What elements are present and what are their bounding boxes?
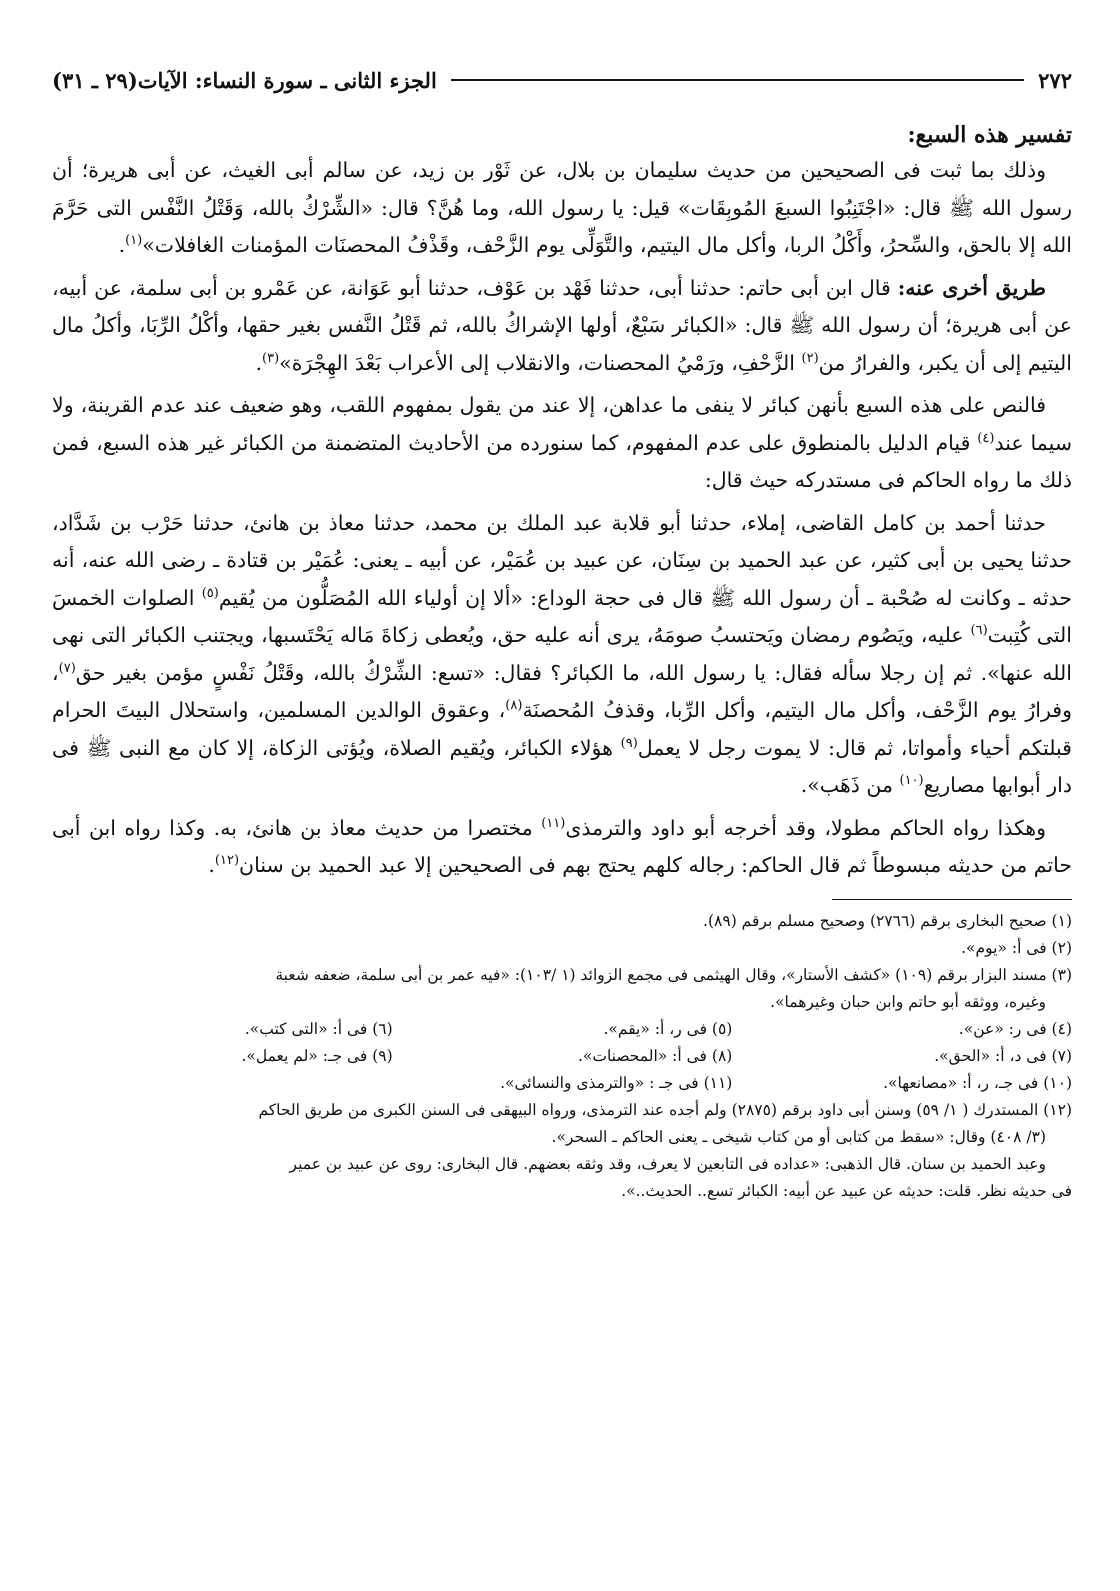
paragraph-3 xyxy=(52,387,1072,500)
footnote-row xyxy=(52,1043,1072,1070)
paragraph-text: الصلوات الخمسَ التى كُتِبت xyxy=(52,585,1073,647)
running-title: الجزء الثانى ـ سورة النساء: الآيات(٢٩ ـ ٣١) xyxy=(52,67,437,93)
book-page xyxy=(52,60,1072,1205)
footnote-row xyxy=(52,1070,1072,1097)
footnote-12-cont: (٣/ ٤٠٨) وقال: «سقط من كتابى أو من كتاب شيخى ـ يعنى الحاكم ـ السحر». xyxy=(551,1127,1046,1146)
paragraph-tail: . xyxy=(255,350,263,375)
footnote-divider xyxy=(832,899,1072,900)
footnote-4: (٤) فى ر: «عن». xyxy=(958,1019,1072,1038)
paragraph-text: من ذَهَب». xyxy=(800,773,900,797)
paragraph-tail: . xyxy=(208,853,215,877)
footnote-ref[interactable]: (٦) xyxy=(970,623,988,639)
paragraph-tail: . xyxy=(118,233,126,257)
footnote-ref[interactable]: (٧) xyxy=(58,660,76,676)
footnote-2: (٢) فى أ: «يوم». xyxy=(961,938,1072,957)
paragraph-4 xyxy=(52,505,1072,805)
footnote-empty xyxy=(53,1070,393,1097)
footnote-3-cont: وغيره، ووثقه أبو حاتم وابن حبان وغيرهما». xyxy=(770,992,1046,1011)
header-rule xyxy=(451,79,1024,81)
footnote-ref[interactable]: (١٢) xyxy=(214,853,240,869)
footnote-5: (٥) فى ر، أ: «يقم». xyxy=(603,1019,733,1038)
paragraph-lead: طريق أخرى عنه: xyxy=(897,275,1046,300)
page-header xyxy=(52,60,1072,100)
page-number: ٢٧٢ xyxy=(1038,67,1072,93)
footnote-10: (١٠) فى جـ، ر، أ: «مصانعها». xyxy=(883,1073,1072,1092)
footnotes xyxy=(52,908,1072,1205)
footnote-8: (٨) فى أ: «المحصنات». xyxy=(577,1046,733,1065)
footnote-ref[interactable]: (٩) xyxy=(620,735,638,751)
footnote-7: (٧) فى د، أ: «الحق». xyxy=(934,1046,1072,1065)
footnote-ref[interactable]: (٨) xyxy=(505,698,523,714)
footnote-ref[interactable]: (٣) xyxy=(262,350,280,366)
footnote-9: (٩) فى جـ: «لم يعمل». xyxy=(241,1046,393,1065)
paragraph-text: قيام الدليل بالمنطوق على عدم المفهوم، كما سنورده من الأحاديث المتضمنة من الكبائر غير هذه السبع، فمن ذلك ما رواه الحاكم فى مستدركه حيث قال: xyxy=(52,430,1072,492)
footnote-ref[interactable]: (٥) xyxy=(201,585,219,601)
footnote-3: (٣) مسند البزار برقم (١٠٩) «كشف الأستار»، وقال الهيثمى فى مجمع الزوائد (١ /١٠٣): «فيه عمر بن أبى سلمة، ضعفه شعبة xyxy=(275,965,1072,984)
footnote-ref[interactable]: (١١) xyxy=(541,815,566,831)
paragraph-text: الزَّحْفِ، ورَمْيُ المحصنات، والانقلاب إلى الأعراب بَعْدَ الهِجْرَة» xyxy=(279,350,802,375)
paragraph-2 xyxy=(52,270,1072,383)
footnote-11: (١١) فى جـ : «والترمذى والنسائى». xyxy=(500,1073,733,1092)
paragraph-text: ، وعقوق الوالدين المسلمين، واستحلال البيتَ الحرام قبلتكم أحياء وأمواتا، ثم قال: لا يموت رجل لا يعمل xyxy=(52,698,1072,760)
footnote-6: (٦) فى أ: «التى كتب». xyxy=(244,1019,393,1038)
section-title: تفسير هذه السبع: xyxy=(907,122,1072,148)
paragraph-text: فالنص على هذه السبع بأنهن كبائر لا ينفى ما عداهن، إلا عند من يقول بمفهوم اللقب، وهو ضعيف عند عدم القرينة، ولا سيما عند xyxy=(52,393,1072,455)
footnote-12: (١٢) المستدرك ( ١/ ٥٩) وسنن أبى داود برقم (٢٨٧٥) ولم أجده عند الترمذى، ورواه البيهقى فى السنن الكبرى من طريق الحاكم xyxy=(258,1100,1072,1119)
paragraph-text: ، وفرارُ يوم الزَّحْف، وأكل مال اليتيم، وأكل الرِّبا، وقذفُ المُحصنَة xyxy=(52,660,1072,722)
footnote-ref[interactable]: (١) xyxy=(125,233,143,249)
paragraph-1 xyxy=(52,152,1072,265)
paragraph-text: عليه، ويَصُوم رمضان ويَحتسبُ صومَهُ، يرى أنه عليه حق، ويُعطى زكاةَ مَاله يَحْتَسبها، ويجتنب الكبائر التى نهى الله عنها». ثم إن رجلا سأله فقال: يا رسول الله، ما الكبائر؟ فقال: «تسع: الشِّرْكُ بالله، وقَتْلُ نَفْسٍ مؤمن بغير حق xyxy=(52,623,1072,685)
footnote-ref[interactable]: (١٠) xyxy=(899,773,924,789)
footnote-12-cont: فى حديثه نظر. قلت: حديثه عن عبيد عن أبيه: الكبائر تسع.. الحديث..». xyxy=(621,1181,1072,1200)
footnote-row xyxy=(52,1016,1072,1043)
paragraph-text: وهكذا رواه الحاكم مطولا، وقد أخرجه أبو داود والترمذى xyxy=(565,815,1047,840)
footnote-1: (١) صحيح البخارى برقم (٢٧٦٦) وصحيح مسلم برقم (٨٩). xyxy=(703,911,1072,930)
footnote-12-cont: وعبد الحميد بن سنان. قال الذهبى: «عداده فى التابعين لا يعرف، وقد وثقه بعضهم. قال البخارى: روى عن عبيد بن عمير xyxy=(289,1154,1046,1173)
footnote-ref[interactable]: (٤) xyxy=(977,430,995,446)
footnote-ref[interactable]: (٢) xyxy=(801,350,819,366)
paragraph-text: حدثنا أحمد بن كامل القاضى، إملاء، حدثنا أبو قلابة عبد الملك بن محمد، حدثنا معاذ بن هانئ، حدثنا حَرْب بن شَدَّاد، حدثنا يحيى بن أبى كثير، عن عبد الحميد بن سِنَان، عن عبيد بن عُمَيْر، عن أبيه ـ يعنى: عُمَيْر بن قتادة ـ رضى الله عنه، أنه حدثه ـ وكانت له صُحْبة ـ أن رسول الله ﷺ قال فى حجة الوداع: «ألا إن أولياء الله المُصَلُّون من يُقيم xyxy=(52,510,1072,610)
paragraph-text: مختصرا من حديث معاذ بن هانئ، به. وكذا رواه ابن أبى حاتم من حديثه مبسوطاً ثم قال الحاكم: رجاله كلهم يحتج بهم فى الصحيحين إلا عبد الحميد بن سنان xyxy=(52,815,1072,877)
paragraph-5 xyxy=(52,810,1072,885)
paragraph-text: وذلك بما ثبت فى الصحيحين من حديث سليمان بن بلال، عن ثَوْر بن زيد، عن سالم أبى الغيث، عن أبى هريرة؛ أن رسول الله ﷺ قال: «اجْتَنِبُوا السبعَ المُوبِقَات» قيل: يا رسول الله، وما هُنَّ؟ قال: «الشِّرْكُ بالله، وَقَتْلُ النَّفْس التى حَرَّمَ الله إلا بالحق، والسِّحرُ، وأَكْلُ الربا، وأكل مال اليتيم، والتَّوَلِّى يوم الزَّحْف، وقَذْفُ المحصنَات المؤمنات الغافلات» xyxy=(52,158,1072,257)
paragraph-text: قال ابن أبى حاتم: حدثنا أبى، حدثنا فَهْد بن عَوْف، حدثنا أبو عَوَانة، عن عَمْرو بن أبى سلمة، عن أبيه، عن أبى هريرة؛ أن رسول الله ﷺ قال: «الكبائر سَبْعٌ، أولها الإشراكُ بالله، ثم قَتْلُ النَّفس بغير حقها، وأكْلُ الرِّبَا، وأكلُ مال اليتيم إلى أن يكبر، والفرارُ من xyxy=(52,275,1072,375)
paragraph-text: هؤلاء الكبائر، ويُقيم الصلاة، ويُؤتى الزكاة، إلا كان مع النبى ﷺ فى دار أبوابها مصاريع xyxy=(52,735,1072,797)
